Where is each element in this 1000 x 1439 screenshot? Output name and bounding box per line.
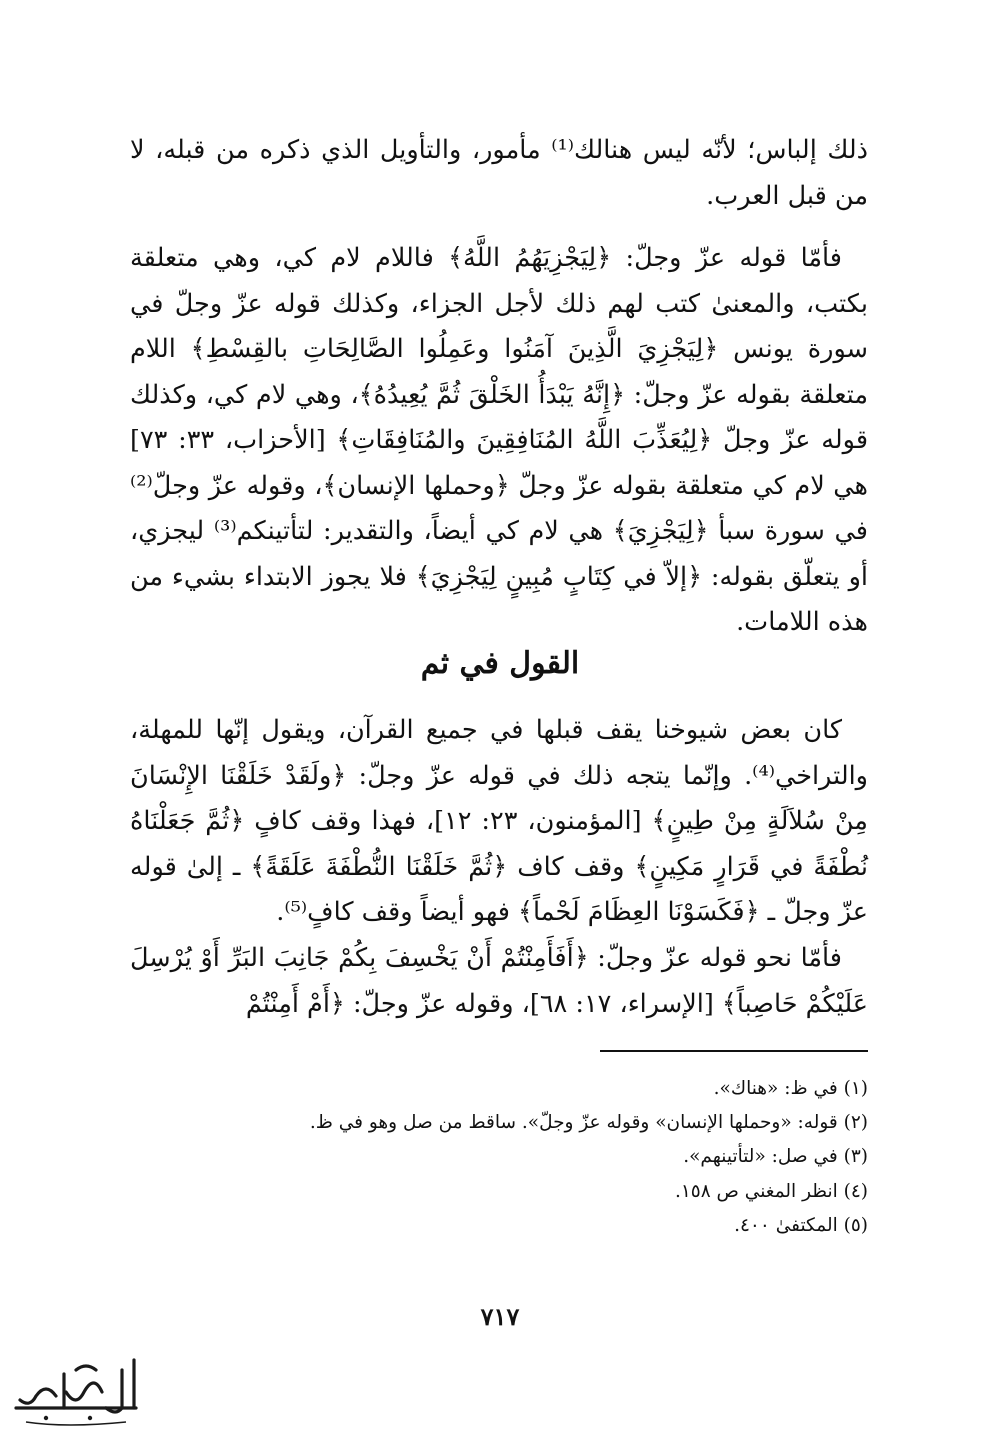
footnotes-list (130, 1072, 868, 1243)
paragraph-intro: ذلك إلباس؛ لأنّه ليس هنالك⁽¹⁾ مأمور، والتأويل الذي ذكره من قبله، لا من قبل العرب. (130, 135, 868, 211)
paragraph-thumma: كان بعض شيوخنا يقف قبلها في جميع القرآن، ويقول إنّها للمهلة، والتراخي⁽⁴⁾. وإنّما يتجه ذلك في قوله عزّ وجلّ: ﴿ولَقَدْ خَلَقْنَا الإِنْسَانَ مِنْ سُلاَلَةٍ مِنْ طِينٍ﴾ [المؤمنون، ٢٣: ١٢]، فهذا وقف كافٍ ﴿ثُمَّ جَعَلْنَاهُ نُطْفَةً في قَرَارٍ مَكِينٍ﴾ وقف كاف ﴿ثُمَّ خَلَقْنَا النُّطْفَةَ عَلَقَةً﴾ ـ إلىٰ قوله عزّ وجلّ ـ ﴿فَكَسَوْنَا العِظَامَ لَحْماً﴾ فهو أيضاً وقف كافٍ⁽⁵⁾. (130, 715, 868, 927)
watermark-logo-icon (6, 1352, 146, 1432)
footnote-2: (٢) قوله: «وحملها الإنسان» وقوله عزّ وجلّ». ساقط من صل وهو في ظ. (309, 1112, 868, 1134)
page-number: ٧١٧ (480, 1302, 520, 1331)
footnote-1: (١) في ظ: «هناك». (713, 1078, 868, 1099)
footnote-4: (٤) انظر المغني ص ١٥٨. (674, 1180, 868, 1202)
footnote-separator (600, 1050, 868, 1052)
paragraph-lam-kay: فأمّا قوله عزّ وجلّ: ﴿لِيَجْزِيَهُمُ اللَّهُ﴾ فاللام لام كي، وهي متعلقة بكتب، والمعنىٰ كتب لهم ذلك لأجل الجزاء، وكذلك قوله عزّ وجلّ في سورة يونس ﴿لِيَجْزِيَ الَّذِينَ آمَنُوا وعَمِلُوا الصَّالِحَاتِ بالقِسْطِ﴾ اللام متعلقة بقوله عزّ وجلّ: ﴿إِنَّهُ يَبْدَأُ الخَلْقَ ثُمَّ يُعِيدُهُ﴾، وهي لام كي، وكذلك قوله عزّ وجلّ ﴿لِيُعَذِّبَ اللَّهُ المُنَافِقِينَ والمُنَافِقَاتِ﴾ [الأحزاب، ٣٣: ٧٣] هي لام كي متعلقة بقوله عزّ وجلّ ﴿وحملها الإنسان﴾، وقوله عزّ وجلّ⁽²⁾ في سورة سبأ ﴿لِيَجْزِيَ﴾ هي لام كي أيضاً، والتقدير: لتأتينكم⁽³⁾ ليجزي، أو يتعلّق بقوله: ﴿إلاّ في كِتَابٍ مُبِينٍ لِيَجْزِيَ﴾ فلا يجوز الابتداء بشيء من هذه اللامات. (130, 243, 869, 637)
footnote-5: (٥) المكتفىٰ ٤٠٠. (734, 1214, 868, 1236)
paragraph-continued: فأمّا نحو قوله عزّ وجلّ: ﴿أَفَأَمِنْتُمْ أَنْ يَخْسِفَ بِكُمْ جَانِبَ البَرِّ أَوْ يُرْسِلَ عَلَيْكُمْ حَاصِباً﴾ [الإسراء، ١٧: ٦٨]، وقوله عزّ وجلّ: ﴿أَمْ أَمِنْتُمْ (130, 943, 868, 1019)
section-heading: القول في ثم (420, 646, 580, 681)
footnote-3: (٣) في صل: «لتأتينهم». (683, 1146, 868, 1168)
